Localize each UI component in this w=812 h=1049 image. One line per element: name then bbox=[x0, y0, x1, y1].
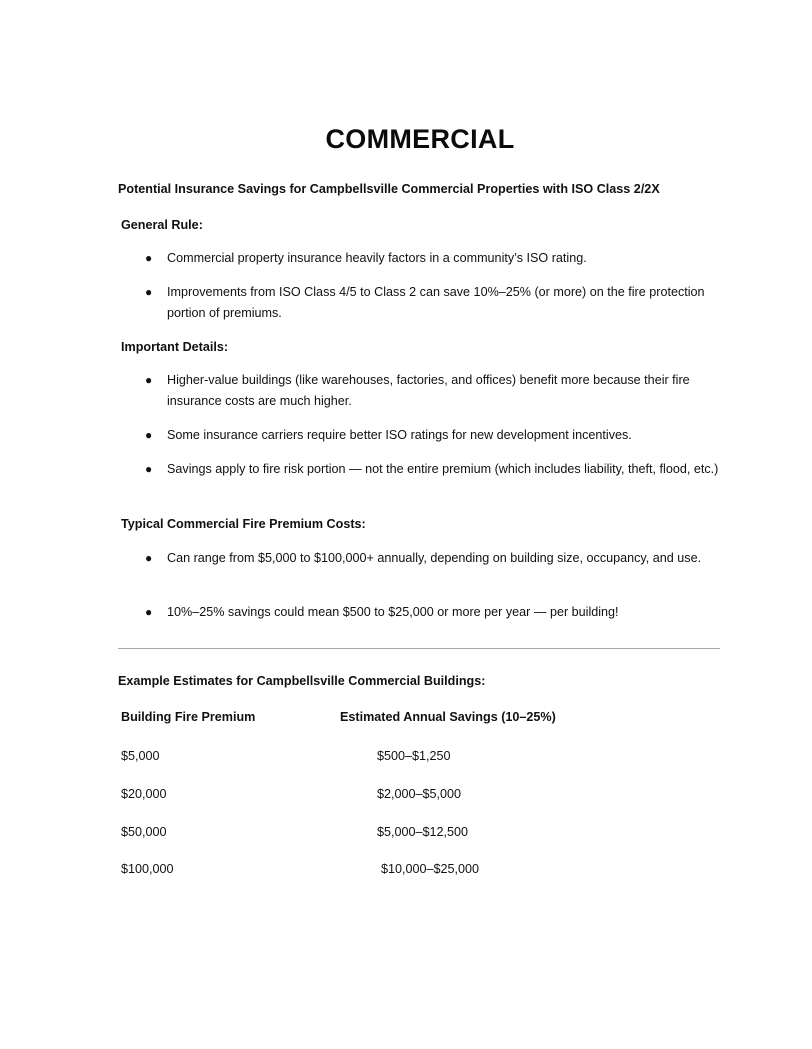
horizontal-divider bbox=[118, 648, 720, 649]
table-cell-premium: $50,000 bbox=[121, 825, 167, 839]
section-heading-general-rule: General Rule: bbox=[121, 218, 203, 232]
list-item bbox=[145, 425, 725, 446]
section-heading-important-details: Important Details: bbox=[121, 340, 229, 354]
list-item-text: 10%–25% savings could mean $500 to $25,000 or more per year — per building! bbox=[167, 605, 619, 619]
list-item bbox=[145, 459, 725, 480]
list-item bbox=[145, 282, 725, 324]
list-item-text: Improvements from ISO Class 4/5 to Class 2 can save 10%–25% (or more) on the fire protection portion of premiums. bbox=[167, 285, 705, 320]
list-item-text: Savings apply to fire risk portion — not the entire premium (which includes liability, theft, flood, etc.) bbox=[167, 462, 719, 476]
column-header-premium: Building Fire Premium bbox=[121, 710, 256, 724]
bullet-icon: ● bbox=[145, 285, 153, 299]
bullet-icon: ● bbox=[145, 551, 153, 565]
list-item bbox=[145, 248, 725, 269]
table-cell-savings: $2,000–$5,000 bbox=[377, 787, 462, 801]
column-header-savings: Estimated Annual Savings (10–25%) bbox=[340, 710, 556, 724]
list-item-text: Commercial property insurance heavily factors in a community’s ISO rating. bbox=[167, 251, 587, 265]
table-cell-savings: $10,000–$25,000 bbox=[381, 862, 480, 876]
page-title: COMMERCIAL bbox=[325, 124, 515, 154]
list-item-text: Higher-value buildings (like warehouses, factories, and offices) benefit more because their fire insurance costs are much higher. bbox=[167, 373, 690, 408]
table-cell-premium: $100,000 bbox=[121, 862, 174, 876]
section-heading-typical-costs: Typical Commercial Fire Premium Costs: bbox=[121, 517, 366, 531]
document-subtitle: Potential Insurance Savings for Campbellsville Commercial Properties with ISO Class 2/2X bbox=[118, 182, 660, 196]
bullet-icon: ● bbox=[145, 605, 153, 619]
list-item bbox=[145, 370, 725, 412]
list-item-text: Can range from $5,000 to $100,000+ annually, depending on building size, occupancy, and use. bbox=[167, 551, 702, 565]
section-heading-example-estimates: Example Estimates for Campbellsville Commercial Buildings: bbox=[118, 674, 486, 688]
list-item-text: Some insurance carriers require better ISO ratings for new development incentives. bbox=[167, 428, 632, 442]
bullet-icon: ● bbox=[145, 428, 153, 442]
bullet-icon: ● bbox=[145, 373, 153, 387]
list-item bbox=[145, 548, 725, 569]
table-cell-premium: $20,000 bbox=[121, 787, 167, 801]
table-cell-premium: $5,000 bbox=[121, 749, 160, 763]
table-cell-savings: $5,000–$12,500 bbox=[377, 825, 469, 839]
bullet-icon: ● bbox=[145, 251, 153, 265]
bullet-icon: ● bbox=[145, 462, 153, 476]
list-item bbox=[145, 602, 725, 623]
table-cell-savings: $500–$1,250 bbox=[377, 749, 451, 763]
